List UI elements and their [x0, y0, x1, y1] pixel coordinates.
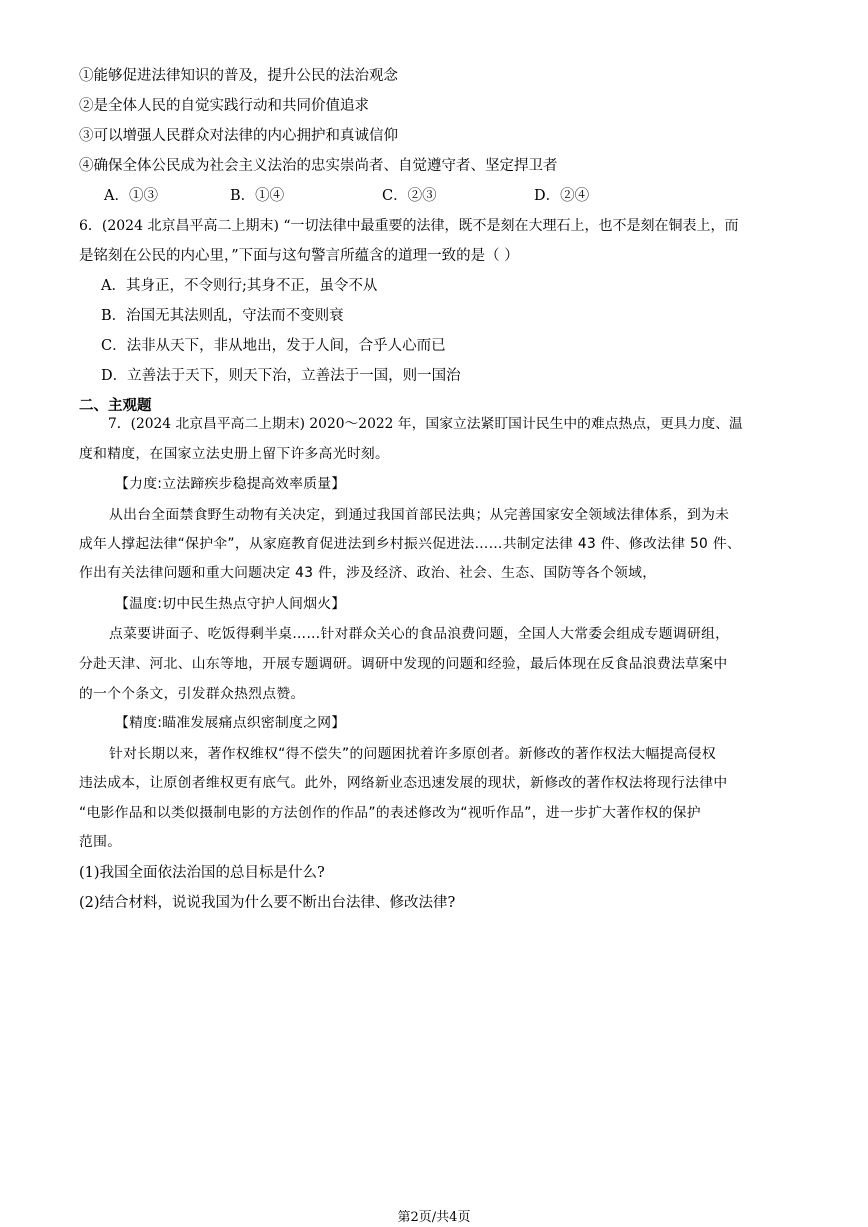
- q7-sub-question-2: (2)结合材料，说说我国为什么要不断出台法律、修改法律?: [79, 895, 456, 911]
- q5-option-d: D．②④: [534, 188, 590, 204]
- q7-intro-line-1: 7．(2024 北京昌平高二上期末) 2020～2022 年，国家立法紧盯国计民生中的难点热点，更具力度、温: [108, 416, 743, 432]
- q6-option-b: B．治国无其法则乱，守法而不变则衰: [101, 308, 344, 324]
- q7-para3-line-2: 违法成本，让原创者维权更有底气。此外，网络新业态迅速发展的现状，新修改的著作权法将现行法律中: [79, 775, 728, 791]
- q7-para2-line-3: 的一个个条文，引发群众热烈点赞。: [79, 686, 305, 702]
- page-number: 第2页/共4页: [397, 1210, 471, 1225]
- q6-option-d: D．立善法于天下，则天下治，立善法于一国，则一国治: [101, 368, 461, 384]
- q7-para3-line-1: 针对长期以来，著作权维权“得不偿失”的问题困扰着许多原创者。新修改的著作权法大幅提高侵权: [109, 746, 716, 762]
- q5-item-2: ②是全体人民的自觉实践行动和共同价值追求: [79, 98, 369, 114]
- q7-para1-line-2: 成年人撑起法律“保护伞”，从家庭教育促进法到乡村振兴促进法……共制定法律 43 件、修改法律 50 件、: [79, 536, 742, 552]
- q7-sub-question-1: (1)我国全面依法治国的总目标是什么?: [79, 865, 325, 881]
- q7-para3-title: 【精度:瞄准发展痛点织密制度之网】: [115, 715, 346, 731]
- q7-intro-line-2: 度和精度，在国家立法史册上留下许多高光时刻。: [79, 446, 390, 462]
- q7-para2-line-2: 分赴天津、河北、山东等地，开展专题调研。调研中发现的问题和经验，最后体现在反食品浪费法草案中: [79, 656, 728, 672]
- q5-option-c: C．②③: [382, 188, 437, 204]
- q6-option-c: C．法非从天下，非从地出，发于人间，合乎人心而已: [101, 338, 446, 354]
- q6-stem-line-2: 是铭刻在公民的内心里，”下面与这句警言所蕴含的道理一致的是（ ）: [79, 248, 519, 264]
- q7-para2-title: 【温度:切中民生热点守护人间烟火】: [115, 596, 346, 612]
- section-heading: 二、主观题: [79, 397, 152, 414]
- q7-para2-line-1: 点菜要讲面子、吃饭得剩半桌……针对群众关心的食品浪费问题，全国人大常委会组成专题调研组，: [109, 626, 730, 642]
- q7-para3-line-3: “电影作品和以类似摄制电影的方法创作的作品”的表述修改为“视听作品”，进一步扩大著作权的保护: [79, 805, 701, 821]
- q5-option-b: B．①④: [230, 188, 285, 204]
- q5-item-1: ①能够促进法律知识的普及，提升公民的法治观念: [79, 68, 398, 84]
- q5-option-a: A．①③: [104, 188, 158, 204]
- q6-option-a: A．其身正，不令则行;其身不正，虽令不从: [101, 278, 378, 294]
- q5-item-3: ③可以增强人民群众对法律的内心拥护和真诚信仰: [79, 128, 398, 144]
- q7-para3-line-4: 范围。: [79, 834, 122, 850]
- q6-stem-line-1: 6．(2024 北京昌平高二上期末) “一切法律中最重要的法律，既不是刻在大理石上，也不是刻在铜表上，而: [79, 218, 739, 234]
- q5-item-4: ④确保全体公民成为社会主义法治的忠实崇尚者、自觉遵守者、坚定捍卫者: [79, 158, 558, 174]
- q7-para1-line-3: 作出有关法律问题和重大问题决定 43 件，涉及经济、政治、社会、生态、国防等各个领域，: [79, 565, 657, 581]
- q7-para1-title: 【力度:立法蹄疾步稳提高效率质量】: [115, 476, 346, 492]
- q7-para1-line-1: 从出台全面禁食野生动物有关决定，到通过我国首部民法典；从完善国家安全领域法律体系，到为未: [109, 507, 730, 523]
